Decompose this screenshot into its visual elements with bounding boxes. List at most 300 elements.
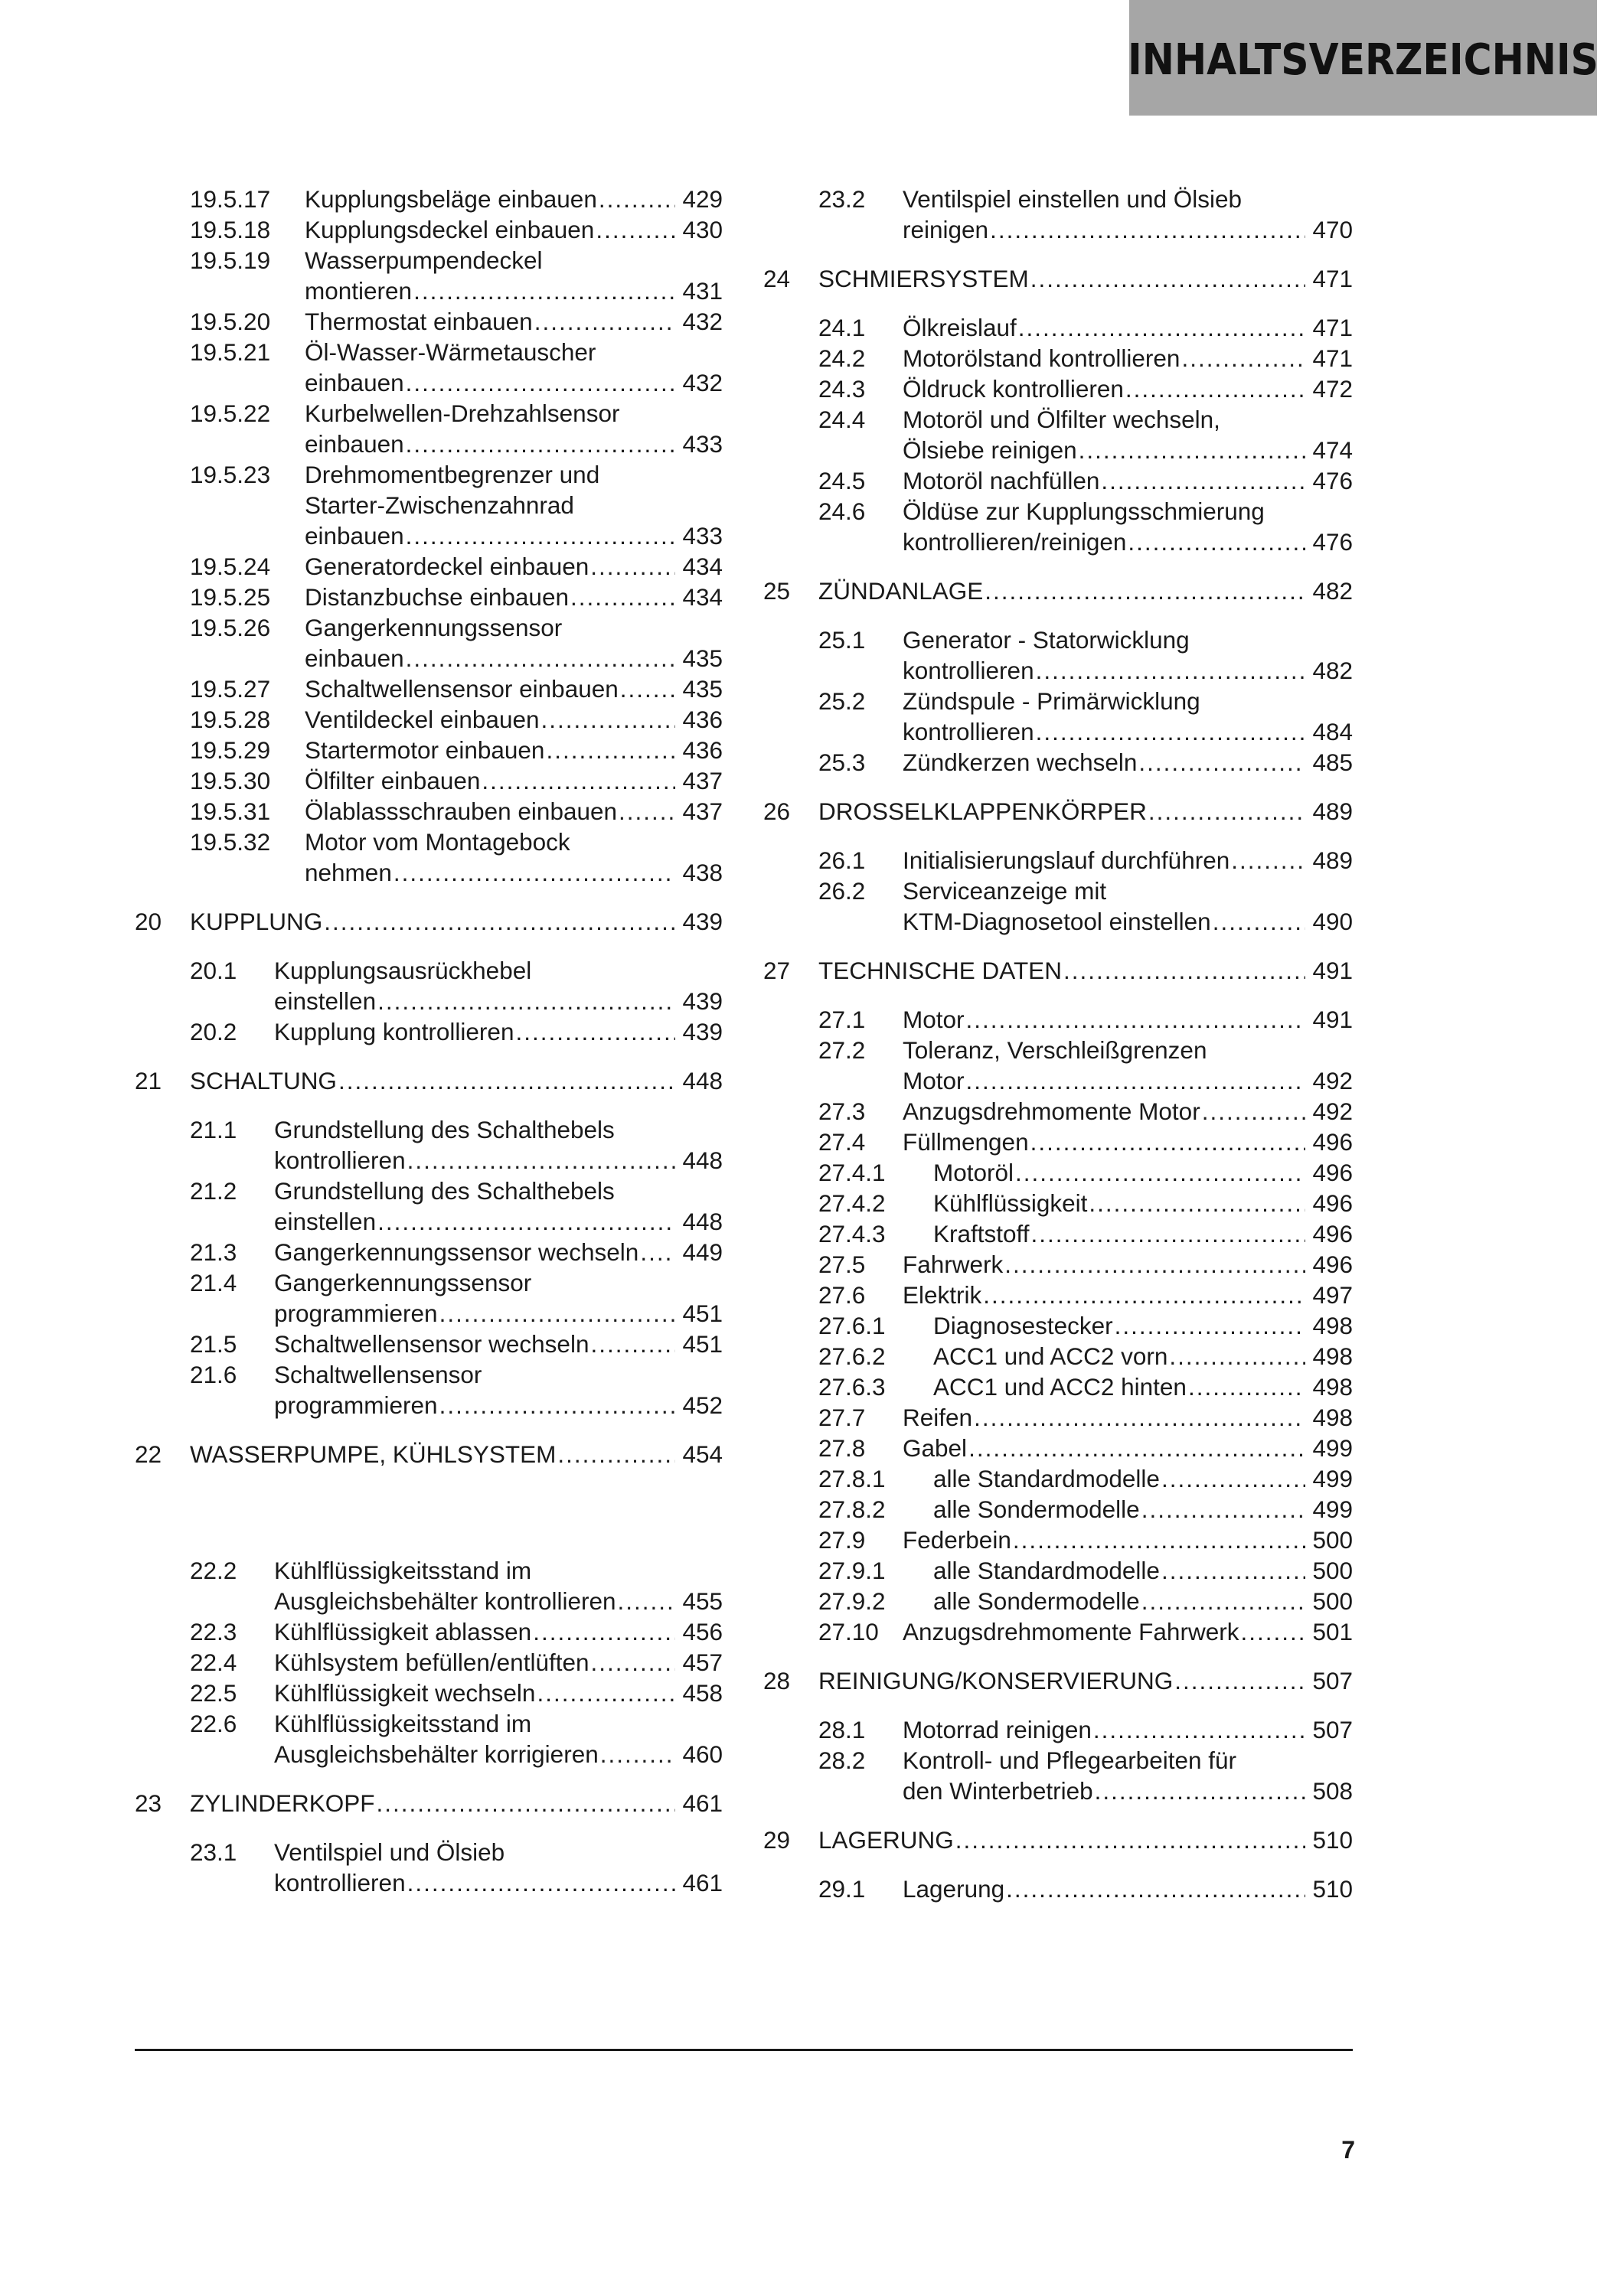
- toc-entry[interactable]: [190, 1555, 723, 1616]
- toc-entry-title-line: Motoröl nachfüllen: [903, 467, 1100, 494]
- toc-entry-number: 21.6: [190, 1361, 237, 1388]
- toc-entry[interactable]: [190, 1678, 723, 1708]
- toc-dot-leader: [590, 1329, 675, 1359]
- toc-dot-leader: [1202, 1096, 1305, 1127]
- toc-entry[interactable]: [818, 1874, 1353, 1904]
- toc-dot-leader: [338, 1065, 675, 1096]
- toc-dot-leader: [620, 673, 675, 704]
- toc-entry[interactable]: [818, 1218, 1353, 1249]
- toc-entry-title-line: Kühlflüssigkeit ablassen: [274, 1618, 532, 1645]
- toc-chapter-entry[interactable]: [135, 906, 723, 937]
- toc-chapter-entry[interactable]: [763, 796, 1353, 827]
- toc-entry-number: 21.4: [190, 1269, 237, 1296]
- toc-entry-title-line: kontrollieren: [274, 1146, 406, 1174]
- toc-entry[interactable]: [190, 337, 723, 398]
- toc-entry[interactable]: [818, 1371, 1353, 1402]
- toc-entry[interactable]: [190, 735, 723, 765]
- toc-page-number: 474: [1312, 436, 1353, 464]
- toc-dot-leader: [590, 551, 675, 582]
- toc-page-number: 501: [1312, 1618, 1353, 1645]
- toc-entry[interactable]: [190, 955, 723, 1016]
- toc-entry[interactable]: [190, 184, 723, 214]
- toc-entry-number: 19.5.27: [190, 675, 271, 703]
- toc-entry-title-line: einbauen: [305, 369, 404, 396]
- toc-page-number: 448: [682, 1146, 723, 1174]
- toc-entry[interactable]: [190, 398, 723, 459]
- toc-entry[interactable]: [818, 404, 1353, 465]
- toc-entry-title-line: Kühlflüssigkeitsstand im: [274, 1710, 532, 1737]
- toc-page-number: 471: [1312, 344, 1353, 372]
- toc-dot-leader: [1161, 1463, 1305, 1494]
- toc-entry-title-line: montieren: [305, 277, 413, 305]
- section-header-tab: [1129, 0, 1597, 116]
- toc-entry[interactable]: [190, 459, 723, 551]
- toc-page-number: 496: [1312, 1189, 1353, 1217]
- toc-entry-title-line: Kupplungsbeläge einbauen: [305, 185, 597, 213]
- toc-dot-leader: [966, 1065, 1305, 1096]
- toc-dot-leader: [596, 214, 675, 245]
- toc-entry-number: 27.6.3: [818, 1373, 886, 1401]
- toc-dot-leader: [515, 1016, 675, 1047]
- toc-entry-number: 27.10: [818, 1618, 879, 1645]
- toc-dot-leader: [407, 1145, 675, 1176]
- toc-entry[interactable]: [190, 1616, 723, 1647]
- toc-entry[interactable]: [818, 1555, 1353, 1586]
- toc-page-number: 439: [682, 908, 723, 935]
- toc-entry-title-line: Ölsiebe reinigen: [903, 436, 1077, 464]
- toc-entry[interactable]: [818, 496, 1353, 557]
- toc-chapter-entry[interactable]: [763, 263, 1353, 294]
- toc-dot-leader: [1169, 1341, 1305, 1371]
- toc-page-number: 457: [682, 1649, 723, 1676]
- toc-entry-number: 19.5.31: [190, 797, 271, 825]
- toc-entry[interactable]: [190, 1647, 723, 1678]
- toc-page-number: 455: [682, 1587, 723, 1615]
- toc-entry[interactable]: [190, 673, 723, 704]
- toc-entry-number: 27.6.1: [818, 1312, 886, 1339]
- toc-entry-title-line: Diagnosestecker: [933, 1312, 1113, 1339]
- toc-entry[interactable]: [818, 1280, 1353, 1310]
- toc-entry[interactable]: [818, 1494, 1353, 1525]
- toc-dot-leader: [1063, 955, 1305, 986]
- toc-entry[interactable]: [818, 1745, 1353, 1806]
- toc-dot-leader: [1181, 343, 1305, 373]
- toc-entry[interactable]: [818, 845, 1353, 876]
- toc-entry-number: 19.5.18: [190, 216, 271, 243]
- toc-dot-leader: [974, 1402, 1305, 1433]
- toc-page-number: 484: [1312, 718, 1353, 745]
- toc-entry[interactable]: [190, 796, 723, 827]
- toc-entry-number: 25: [763, 577, 791, 605]
- toc-dot-leader: [1030, 1127, 1305, 1157]
- toc-page-number: 461: [682, 1869, 723, 1896]
- toc-entry-number: 27.6: [818, 1281, 866, 1309]
- toc-entry-title-line: Kühlsystem befüllen/entlüften: [274, 1649, 589, 1676]
- toc-page-number: 430: [682, 216, 723, 243]
- toc-entry-title-line: Ventilspiel einstellen und Ölsieb: [903, 185, 1243, 213]
- toc-page-number: 500: [1312, 1526, 1353, 1554]
- toc-dot-leader: [1128, 527, 1305, 557]
- toc-entry-number: 27.5: [818, 1251, 866, 1278]
- toc-entry[interactable]: [190, 765, 723, 796]
- toc-dot-leader: [413, 276, 675, 306]
- toc-entry-title-line: den Winterbetrieb: [903, 1777, 1093, 1805]
- toc-entry-number: 21.3: [190, 1238, 237, 1266]
- toc-page-number: 451: [682, 1330, 723, 1358]
- toc-dot-leader: [1188, 1371, 1305, 1402]
- toc-entry-number: 19.5.30: [190, 767, 271, 794]
- toc-page-number: 499: [1312, 1465, 1353, 1492]
- toc-page-number: 454: [682, 1440, 723, 1468]
- toc-entry[interactable]: [818, 1310, 1353, 1341]
- toc-dot-leader: [546, 735, 675, 765]
- toc-entry-number: 26: [763, 797, 791, 825]
- toc-chapter-entry[interactable]: [763, 1825, 1353, 1855]
- toc-entry-title-line: ZÜNDANLAGE: [818, 577, 984, 605]
- toc-entry[interactable]: [818, 1341, 1353, 1371]
- toc-entry-number: 27.9.1: [818, 1557, 886, 1584]
- toc-entry[interactable]: [190, 582, 723, 612]
- toc-entry-title-line: einstellen: [274, 987, 377, 1015]
- toc-entry-title-line: Gangerkennungssensor wechseln: [274, 1238, 639, 1266]
- toc-page-number: 448: [682, 1067, 723, 1094]
- toc-entry-title-line: Füllmengen: [903, 1128, 1029, 1156]
- toc-entry[interactable]: [818, 747, 1353, 778]
- toc-entry[interactable]: [190, 1359, 723, 1420]
- toc-entry-title-line: Öldruck kontrollieren: [903, 375, 1124, 403]
- toc-entry-title-line: Motor vom Montagebock: [305, 828, 570, 856]
- toc-entry-title-line: Gangerkennungssensor: [305, 614, 563, 641]
- toc-page-number: 490: [1312, 908, 1353, 935]
- toc-entry-number: 21.5: [190, 1330, 237, 1358]
- toc-page-number: 491: [1312, 957, 1353, 984]
- toc-entry[interactable]: [818, 1714, 1353, 1745]
- toc-entry-number: 19.5.21: [190, 338, 271, 366]
- toc-entry-title-line: Kupplung kontrollieren: [274, 1018, 514, 1045]
- toc-entry[interactable]: [818, 1433, 1353, 1463]
- toc-entry[interactable]: [818, 1463, 1353, 1494]
- toc-entry-title-line: alle Sondermodelle: [933, 1495, 1140, 1523]
- toc-page-number: 498: [1312, 1404, 1353, 1431]
- toc-entry-title-line: nehmen: [305, 859, 392, 886]
- toc-dot-leader: [1036, 716, 1305, 747]
- toc-entry[interactable]: [190, 214, 723, 245]
- toc-chapter-entry[interactable]: [763, 1665, 1353, 1696]
- toc-entry-title-line: kontrollieren: [903, 657, 1034, 684]
- toc-page-number: 439: [682, 1018, 723, 1045]
- toc-page-number: 496: [1312, 1128, 1353, 1156]
- toc-page-number: 507: [1312, 1716, 1353, 1743]
- toc-entry-title-line: REINIGUNG/KONSERVIERUNG: [818, 1667, 1174, 1694]
- toc-chapter-entry[interactable]: [135, 1788, 723, 1818]
- toc-entry[interactable]: [190, 1237, 723, 1267]
- toc-entry-title-line: SCHALTUNG: [190, 1067, 337, 1094]
- toc-page-number: 448: [682, 1208, 723, 1235]
- toc-entry-number: 27.8.1: [818, 1465, 886, 1492]
- toc-entry-number: 22.4: [190, 1649, 237, 1676]
- toc-chapter-entry[interactable]: [763, 576, 1353, 606]
- toc-dot-leader: [983, 1280, 1305, 1310]
- toc-entry[interactable]: [818, 373, 1353, 404]
- toc-page-number: 476: [1312, 528, 1353, 556]
- toc-entry-title-line: Grundstellung des Schalthebels: [274, 1177, 615, 1205]
- toc-entry-number: 19.5.25: [190, 583, 271, 611]
- toc-dot-leader: [1030, 263, 1305, 294]
- toc-entry[interactable]: [818, 625, 1353, 686]
- toc-page-number: 507: [1312, 1667, 1353, 1694]
- toc-page-number: 491: [1312, 1006, 1353, 1033]
- toc-dot-leader: [955, 1825, 1305, 1855]
- toc-entry[interactable]: [818, 876, 1353, 937]
- toc-entry-number: 23.1: [190, 1838, 237, 1866]
- toc-entry-number: 19.5.26: [190, 614, 271, 641]
- toc-dot-leader: [394, 857, 675, 888]
- toc-page-number: 482: [1312, 577, 1353, 605]
- toc-entry-title-line: Ausgleichsbehälter kontrollieren: [274, 1587, 616, 1615]
- toc-dot-leader: [377, 1206, 675, 1237]
- toc-dot-leader: [534, 306, 675, 337]
- toc-chapter-entry[interactable]: [135, 1065, 723, 1096]
- toc-entry-title-line: Motor: [903, 1067, 965, 1094]
- toc-entry-title-line: Startermotor einbauen: [305, 736, 545, 764]
- toc-entry[interactable]: [818, 1004, 1353, 1035]
- toc-entry-number: 27.4.1: [818, 1159, 886, 1186]
- toc-entry-title-line: Öl-Wasser-Wärmetauscher: [305, 338, 596, 366]
- toc-page-number: 499: [1312, 1495, 1353, 1523]
- toc-page-number: 498: [1312, 1373, 1353, 1401]
- toc-entry-title-line: Motorrad reinigen: [903, 1716, 1092, 1743]
- toc-dot-leader: [1036, 655, 1305, 686]
- toc-entry-title-line: KUPPLUNG: [190, 908, 323, 935]
- toc-entry[interactable]: [818, 1096, 1353, 1127]
- toc-entry-title-line: Kontroll- und Pflegearbeiten für: [903, 1746, 1237, 1774]
- toc-dot-leader: [406, 520, 675, 551]
- toc-entry-title-line: Anzugsdrehmomente Fahrwerk: [903, 1618, 1239, 1645]
- toc-entry-title-line: Fahrwerk: [903, 1251, 1004, 1278]
- toc-entry[interactable]: [190, 306, 723, 337]
- toc-entry[interactable]: [190, 1837, 723, 1898]
- toc-entry-title-line: Elektrik: [903, 1281, 982, 1309]
- toc-entry-number: 23: [135, 1789, 162, 1817]
- toc-page-number: 461: [682, 1789, 723, 1817]
- toc-entry[interactable]: [190, 1708, 723, 1769]
- toc-dot-leader: [640, 1237, 675, 1267]
- toc-page-number: 482: [1312, 657, 1353, 684]
- page-number: 7: [1341, 2136, 1355, 2164]
- toc-entry-title-line: Ölfilter einbauen: [305, 767, 481, 794]
- toc-entry-number: 24.3: [818, 375, 866, 403]
- toc-entry-number: 27.4: [818, 1128, 866, 1156]
- toc-entry-number: 27: [763, 957, 791, 984]
- toc-entry[interactable]: [818, 1586, 1353, 1616]
- toc-entry-number: 20.2: [190, 1018, 237, 1045]
- toc-page-number: 498: [1312, 1312, 1353, 1339]
- toc-dot-leader: [1141, 1494, 1305, 1525]
- toc-page-number: 437: [682, 797, 723, 825]
- toc-entry-title-line: Ölkreislauf: [903, 314, 1017, 341]
- toc-column-left: [135, 184, 723, 1898]
- toc-dot-leader: [1093, 1714, 1305, 1745]
- toc-entry-title-line: Motoröl und Ölfilter wechseln,: [903, 406, 1220, 433]
- toc-dot-leader: [439, 1298, 675, 1329]
- toc-chapter-entry[interactable]: [763, 955, 1353, 986]
- toc-entry-title-line: Zündspule - Primärwicklung: [903, 687, 1200, 715]
- toc-page-number: 458: [682, 1679, 723, 1707]
- toc-dot-leader: [600, 1739, 675, 1769]
- toc-entry-number: 27.1: [818, 1006, 866, 1033]
- toc-entry[interactable]: [190, 1329, 723, 1359]
- toc-page-number: 496: [1312, 1159, 1353, 1186]
- toc-dot-leader: [966, 1004, 1305, 1035]
- toc-entry-number: 27.8.2: [818, 1495, 886, 1523]
- toc-entry-number: 22.2: [190, 1557, 237, 1584]
- toc-dot-leader: [439, 1390, 675, 1420]
- toc-entry[interactable]: [818, 1249, 1353, 1280]
- toc-page-number: 431: [682, 277, 723, 305]
- toc-entry-number: 27.2: [818, 1036, 866, 1064]
- toc-dot-leader: [1240, 1616, 1305, 1647]
- toc-dot-leader: [1141, 1586, 1305, 1616]
- toc-entry-number: 19.5.28: [190, 706, 271, 733]
- toc-entry-title-line: Ventildeckel einbauen: [305, 706, 540, 733]
- toc-dot-leader: [1213, 906, 1305, 937]
- toc-entry-number: 21.1: [190, 1116, 237, 1143]
- toc-dot-leader: [1095, 1776, 1305, 1806]
- toc-entry-title-line: Federbein: [903, 1526, 1011, 1554]
- toc-entry-number: 19.5.24: [190, 553, 271, 580]
- toc-entry[interactable]: [190, 1176, 723, 1237]
- toc-entry[interactable]: [190, 704, 723, 735]
- toc-entry[interactable]: [818, 1157, 1353, 1188]
- toc-entry[interactable]: [818, 686, 1353, 747]
- toc-page-number: 452: [682, 1391, 723, 1419]
- toc-dot-leader: [619, 796, 675, 827]
- toc-dot-leader: [1125, 373, 1305, 404]
- toc-entry-title-line: Motorölstand kontrollieren: [903, 344, 1181, 372]
- toc-dot-leader: [1089, 1188, 1305, 1218]
- toc-page-number: 496: [1312, 1251, 1353, 1278]
- toc-entry-number: 27.7: [818, 1404, 866, 1431]
- toc-entry-number: 27.3: [818, 1097, 866, 1125]
- toc-entry-title-line: einbauen: [305, 430, 404, 458]
- toc-entry-number: 22.5: [190, 1679, 237, 1707]
- toc-entry[interactable]: [190, 245, 723, 306]
- toc-entry[interactable]: [818, 1035, 1353, 1096]
- toc-entry[interactable]: [190, 551, 723, 582]
- toc-entry-title-line: Motoröl: [933, 1159, 1014, 1186]
- toc-entry-number: 27.6.2: [818, 1342, 886, 1370]
- toc-page-number: 498: [1312, 1342, 1353, 1370]
- toc-entry-title-line: ZYLINDERKOPF: [190, 1789, 375, 1817]
- toc-chapter-entry[interactable]: [135, 1439, 723, 1469]
- toc-page-number: 500: [1312, 1557, 1353, 1584]
- toc-dot-leader: [537, 1678, 675, 1708]
- toc-page-number: 476: [1312, 467, 1353, 494]
- toc-dot-leader: [406, 643, 675, 673]
- toc-entry-number: 27.9.2: [818, 1587, 886, 1615]
- toc-page-number: 456: [682, 1618, 723, 1645]
- toc-dot-leader: [1018, 312, 1305, 343]
- toc-entry-title-line: Drehmomentbegrenzer und: [305, 461, 600, 488]
- toc-entry[interactable]: [190, 827, 723, 888]
- toc-entry-title-line: programmieren: [274, 1391, 438, 1419]
- toc-page-number: 436: [682, 706, 723, 733]
- toc-entry-title-line: Kraftstoff: [933, 1220, 1030, 1247]
- toc-page-number: 489: [1312, 846, 1353, 874]
- toc-entry-title-line: Wasserpumpendeckel: [305, 246, 543, 274]
- toc-entry[interactable]: [818, 1525, 1353, 1555]
- toc-entry-number: 29: [763, 1826, 791, 1854]
- toc-entry[interactable]: [818, 1616, 1353, 1647]
- toc-entry-title-line: programmieren: [274, 1300, 438, 1327]
- toc-entry-title-line: Kurbelwellen-Drehzahlsensor: [305, 400, 620, 427]
- toc-entry[interactable]: [818, 1127, 1353, 1157]
- toc-entry-number: 28: [763, 1667, 791, 1694]
- toc-entry[interactable]: [190, 1016, 723, 1047]
- toc-dot-leader: [377, 986, 675, 1016]
- toc-dot-leader: [377, 1788, 675, 1818]
- toc-dot-leader: [1161, 1555, 1305, 1586]
- toc-entry[interactable]: [190, 612, 723, 673]
- toc-page-number: 497: [1312, 1281, 1353, 1309]
- toc-entry-title-line: Grundstellung des Schalthebels: [274, 1116, 615, 1143]
- toc-entry-title-line: Gangerkennungssensor: [274, 1269, 532, 1296]
- toc-entry[interactable]: [818, 1188, 1353, 1218]
- toc-entry[interactable]: [818, 465, 1353, 496]
- toc-entry-number: 19.5.23: [190, 461, 271, 488]
- toc-entry[interactable]: [818, 312, 1353, 343]
- toc-page-number: 449: [682, 1238, 723, 1266]
- toc-entry-title-line: Ölablassschrauben einbauen: [305, 797, 618, 825]
- toc-entry-number: 27.4.3: [818, 1220, 886, 1247]
- toc-dot-leader: [1231, 845, 1305, 876]
- toc-page-number: 434: [682, 553, 723, 580]
- footer-divider: [135, 2049, 1353, 2051]
- toc-entry[interactable]: [190, 1267, 723, 1329]
- toc-entry-title-line: Starter-Zwischenzahnrad: [305, 491, 574, 519]
- toc-page-number: 499: [1312, 1434, 1353, 1462]
- toc-page-number: 471: [1312, 265, 1353, 292]
- toc-page-number: 432: [682, 308, 723, 335]
- toc-entry-title-line: Generatordeckel einbauen: [305, 553, 589, 580]
- toc-entry[interactable]: [818, 1402, 1353, 1433]
- toc-entry-title-line: Distanzbuchse einbauen: [305, 583, 569, 611]
- toc-entry-number: 24.4: [818, 406, 866, 433]
- toc-entry-title-line: kontrollieren/reinigen: [903, 528, 1127, 556]
- toc-page-number: 433: [682, 430, 723, 458]
- toc-dot-leader: [1004, 1249, 1305, 1280]
- toc-dot-leader: [1138, 747, 1305, 778]
- toc-entry-title-line: SCHMIERSYSTEM: [818, 265, 1029, 292]
- toc-entry-number: 27.4.2: [818, 1189, 886, 1217]
- toc-page-number: 510: [1312, 1875, 1353, 1903]
- toc-entry-number: 20.1: [190, 957, 237, 984]
- toc-page-number: 437: [682, 767, 723, 794]
- toc-page-number: 508: [1312, 1777, 1353, 1805]
- toc-entry-title-line: Generator - Statorwicklung: [903, 626, 1190, 654]
- toc-entry-title-line: Kupplungsausrückhebel: [274, 957, 532, 984]
- toc-dot-leader: [533, 1616, 675, 1647]
- toc-entry[interactable]: [190, 1114, 723, 1176]
- toc-entry-title-line: ACC1 und ACC2 vorn: [933, 1342, 1168, 1370]
- toc-entry[interactable]: [818, 184, 1353, 245]
- toc-page-number: 485: [1312, 748, 1353, 776]
- toc-entry[interactable]: [818, 343, 1353, 373]
- toc-page-number: 433: [682, 522, 723, 550]
- toc-entry-title-line: LAGERUNG: [818, 1826, 954, 1854]
- toc-dot-leader: [1030, 1218, 1305, 1249]
- toc-entry-number: 28.2: [818, 1746, 866, 1774]
